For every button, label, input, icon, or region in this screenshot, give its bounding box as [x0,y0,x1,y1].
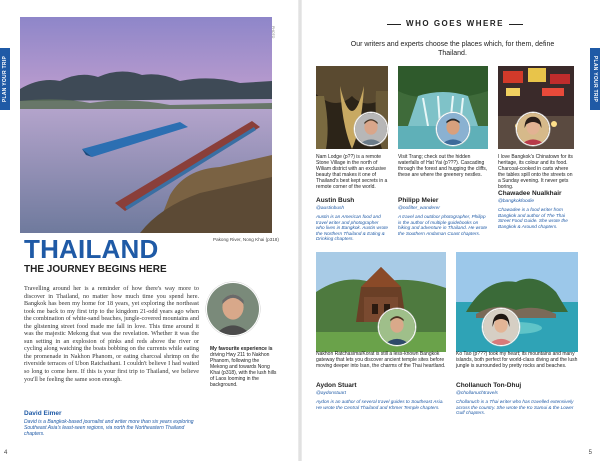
favourite-text: driving Hwy 211 to Nakhon Phanom, following the Mekong and towards Nong Khai (p318), with the lush hills of Laos looming in the background. [210,352,277,388]
section-heading: WHO GOES WHERE [370,19,540,28]
right-page-number: 5 [588,450,592,456]
page-gutter [298,0,302,461]
contributor-bio: Chollanuch is a Thai writer who has travelled extensively across the country. She wrote the Ko Samui & the Lower Gulf chapters. [456,399,574,416]
contributor-handle: @austinbush [316,206,345,211]
page-title: THAILAND [24,234,159,264]
contributor-handle: @aydonstuart [316,391,346,396]
contributor-bio: Aydon is an author of several travel guides to Southeast Asia. He wrote the Central Thailand and Khmer Temple chapters. [316,399,444,410]
contributor-name: Philipp Meier [398,197,439,204]
hero-photo-credit: PHOTO [271,26,275,39]
author-bio: David is a Bangkok-based journalist and writer more than six years exploring Southeast Asia's least-seen regions, via north the Northeastern Thailand chapters. [24,419,194,438]
favourite-experience-note [210,346,278,388]
contributor-handle: @nofilter_wanderer [398,206,440,211]
contributor-name: Chawadee Nualkhair [498,190,562,197]
author-avatar [206,282,260,336]
left-section-tab [0,48,10,110]
hero-photo [20,17,272,233]
contributor-name: Aydon Stuart [316,382,357,389]
contributor-name: Austin Bush [316,197,355,204]
contributor-name: Chollanuch Ton-Dhuj [456,382,522,389]
contributor-bio: A travel and outdoor photographer, Philipp is the author of multiple guidebooks on hiking and adventure in Thailand. He wrote the Southern Andaman Coast chapters. [398,214,488,236]
contributor-avatar [482,308,520,346]
right-section-tab [590,48,600,110]
contributor-handle: @bangkokfoodie [498,199,535,204]
contributor-avatar [436,112,470,146]
author-name: David Eimer [24,410,62,417]
contributor-avatar [378,308,416,346]
favourite-lead: My favourite experience is [210,346,273,352]
left-section-tab-label: PLAN YOUR TRIP [2,55,8,103]
contributor-recommendation: Nam Lodge (p??) is a remote Stone Village in the north of Wiliam district with an exclusive beauty that makes it one of Thailand's best kept secrets in a remote corner of the world. [316,154,388,191]
contributor-recommendation: Visit Trang; check out the hidden waterfalls of Hat Yai (p???). Cascading through the forest and hugging the cliffs, these are where the greenery nestles. [398,154,488,179]
intro-body-text: Travelling around her is a reminder of how there's way more to discover in Thailand, no matter how much time you spend here. Bangkok has been my home for 18 years, yet exploring the northeast took me back to my first trip to the kingdom 21-odd years ago when the combination of white-sand beaches, jungle-covered mountains and the glistening street food made me fall in love. This time around it was the majestic Mekong that was the revelation. Whether it was the sun setting in an explosion of pinks and reds above the river or cycling along watching the boats bobbing on the currents while eating the promenade in Nakhon Phanom, or eating charcoal shrimp on the riverside terraces of Ubon Ratchathani. I couldn't believe I had waited so long to come here. If this is your first trip to Thailand, we believe you'll be feeling the same soon enough. [24,285,199,383]
contributor-recommendation: Ko Tao (p???) took my heart; its mountains and many islands, both perfect for world-class diving and the lush jungle is surrounded by pretty rocks and beaches. [456,351,578,370]
contributor-avatar [516,112,550,146]
left-page-number: 4 [4,450,8,456]
contributor-avatar [354,112,388,146]
contributor-recommendation: I love Bangkok's Chinatown for its heritage, its colour and its food. Charcoal-cooked in carts where the tables spill onto the streets on a Sunday evening. It never gets boring. [498,154,573,191]
hero-caption: Pakong River, Nong Khai (p318) [213,237,279,242]
contributor-recommendation: Nakhon Ratchasima/Korat is still a less-known Bangkok gateway that lets you discover ancient temple sites before moving deeper into Isan, the charms of the Thai heartland. [316,351,446,370]
page-subtitle: THE JOURNEY BEGINS HERE [24,264,167,275]
contributor-bio: Chawadee is a food writer from Bangkok and author of The Thai Street Food Guide. She wrote the Bangkok & Around chapters. [498,207,568,229]
section-intro: Our writers and experts choose the places which, for them, define Thailand. [350,41,555,57]
right-section-tab-label: PLAN YOUR TRIP [592,55,598,103]
contributor-bio: Austin is an American food and travel writer and photographer who lives in Bangkok. Austin wrote the Northern Thailand & Eating & Drinking chapters. [316,214,388,242]
contributor-handle: @chollanuchtravels [456,391,498,396]
